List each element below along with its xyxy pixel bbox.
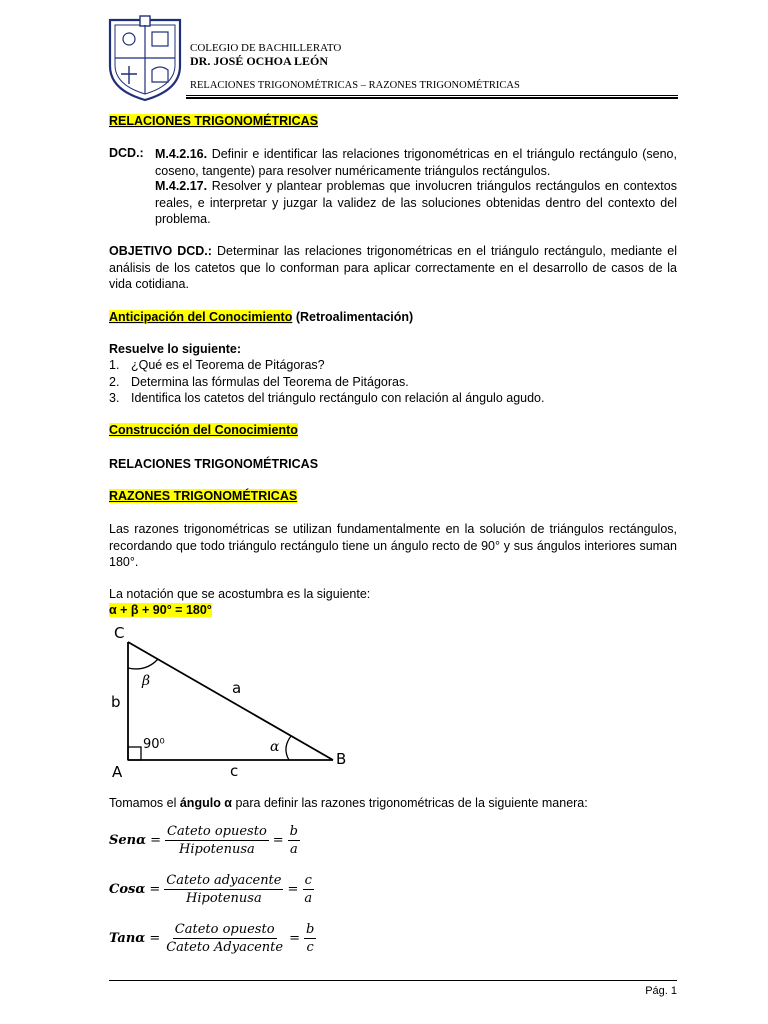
- notation-intro: La notación que se acostumbra es la siguiente:: [109, 587, 371, 601]
- list-item: 1. ¿Qué es el Teorema de Pitágoras?: [109, 358, 325, 372]
- vertex-c-label: C: [114, 624, 125, 642]
- beta-arc: [128, 659, 158, 669]
- page-number: Pág. 1: [645, 985, 677, 997]
- dcd-item: M.4.2.16. Definir e identificar las relaciones trigonométricas en el triángulo rectángulo (seno, coseno, tangente) para resolver numéricamente triángulos rectángulos.: [155, 147, 677, 178]
- vertex-b-label: B: [336, 750, 347, 768]
- notation-equation: α + β + 90° = 180°: [109, 603, 212, 617]
- header-school-name: DR. JOSÉ OCHOA LEÓN: [190, 54, 329, 68]
- header-divider-thick: [186, 97, 678, 99]
- formula-cosine: Cosα = $\frac{\text{Cateto adyacente}}{\text{Hipotenusa}}$ = $\frac{c}{a}$: [109, 873, 313, 906]
- anticipation-heading: Anticipación del Conocimiento (Retroalimentación): [109, 310, 414, 324]
- list-item: 3. Identifica los catetos del triángulo rectángulo con relación al ángulo agudo.: [109, 391, 545, 405]
- section-heading-relaciones: RELACIONES TRIGONOMÉTRICAS: [109, 457, 319, 471]
- list-item: 2. Determina las fórmulas del Teorema de Pitágoras.: [109, 374, 409, 389]
- objective-paragraph: OBJETIVO DCD.: Determinar las relaciones trigonométricas en el triángulo rectángulo, mediante el análisis de los catetos que lo conforman para aplicar correctamente en el desarrollo de casos de la vida cotidiana.: [109, 244, 677, 291]
- formula-tangent: Tanα = $\frac{\text{Cateto opuesto}}{\text{Cateto Adyacente}}$ = $\frac{b}{c}$: [109, 922, 315, 955]
- alpha-label: α: [270, 739, 280, 755]
- anticipation-prompt: Resuelve lo siguiente:: [109, 342, 241, 356]
- beta-label: β: [142, 673, 151, 689]
- question-list: [109, 357, 677, 407]
- dcd-label: DCD.:: [109, 146, 144, 160]
- definition-intro: Tomamos el ángulo α para definir las razones trigonométricas de la siguiente manera:: [109, 796, 588, 810]
- alpha-arc: [286, 736, 291, 760]
- right-angle-label: 90⁰: [143, 737, 165, 752]
- header-institution: COLEGIO DE BACHILLERATO: [190, 42, 342, 54]
- dcd-item: M.4.2.17. Resolver y plantear problemas que involucren triángulos rectángulos en contextos reales, e interpretar y juzgar la validez de las soluciones obtenidas dentro del contexto del problema.: [155, 179, 677, 226]
- footer-divider: [109, 980, 677, 981]
- right-angle-marker: [128, 747, 141, 760]
- school-crest-logo: [106, 14, 184, 102]
- header-divider: [186, 95, 678, 96]
- page-title: RELACIONES TRIGONOMÉTRICAS: [109, 114, 319, 128]
- vertex-a-label: A: [112, 763, 123, 781]
- header-subtitle: RELACIONES TRIGONOMÉTRICAS – RAZONES TRIGONOMÉTRICAS: [190, 80, 520, 91]
- side-c-label: c: [230, 762, 239, 780]
- formula-sine: Senα = $\frac{\text{Cateto opuesto}}{\text{Hipotenusa}}$ = $\frac{b}{a}$: [109, 824, 298, 857]
- side-a-label: a: [232, 679, 242, 697]
- side-b-label: b: [111, 693, 121, 711]
- intro-paragraph: Las razones trigonométricas se utilizan fundamentalmente en la solución de triángulos rectángulos, recordando que todo triángulo rectángulo tiene un ángulo recto de 90° y sus ángulos interiores suman 180°.: [109, 522, 677, 569]
- section-heading-razones: RAZONES TRIGONOMÉTRICAS: [109, 489, 298, 503]
- right-triangle-diagram: [108, 620, 358, 782]
- construction-heading: Construcción del Conocimiento: [109, 423, 298, 437]
